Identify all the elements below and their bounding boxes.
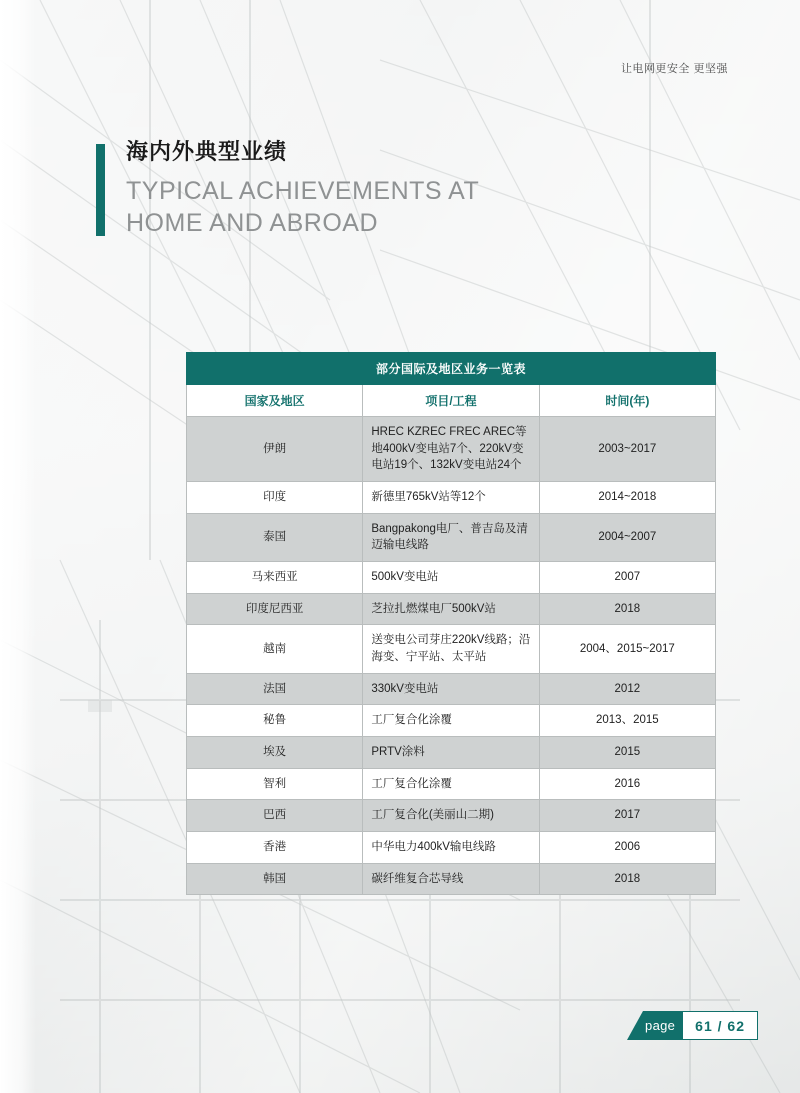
table-row [187,832,716,864]
cell-project: Bangpakong电厂、普吉岛及清迈输电线路 [363,513,539,561]
cell-project: 碳纤维复合芯导线 [363,863,539,895]
page-number: 61 / 62 [683,1011,758,1040]
table-row [187,593,716,625]
cell-country: 智利 [187,768,363,800]
page-title-en-line1: TYPICAL ACHIEVEMENTS AT [126,176,480,205]
page-label: page [643,1011,683,1040]
table-row [187,737,716,769]
cell-project: PRTV涂料 [363,737,539,769]
table-caption: 部分国际及地区业务一览表 [187,353,716,385]
cell-country: 印度尼西亚 [187,593,363,625]
cell-project: 中华电力400kV输电线路 [363,832,539,864]
cell-time: 2007 [539,562,715,594]
cell-project: 330kV变电站 [363,673,539,705]
cell-country: 韩国 [187,863,363,895]
cell-time: 2016 [539,768,715,800]
cell-country: 泰国 [187,513,363,561]
page-left-gutter [0,0,36,1093]
column-header-time: 时间(年) [539,385,715,417]
table-caption-row [187,353,716,385]
achievements-table [186,352,716,895]
badge-triangle-icon [627,1011,643,1040]
cell-project: 新德里765kV站等12个 [363,482,539,514]
cell-time: 2013、2015 [539,705,715,737]
cell-country: 印度 [187,482,363,514]
cell-time: 2015 [539,737,715,769]
table-row [187,800,716,832]
table-row [187,673,716,705]
page-title-cn: 海内外典型业绩 [126,139,288,164]
column-header-project: 项目/工程 [363,385,539,417]
table-row [187,625,716,673]
cell-country: 马来西亚 [187,562,363,594]
page-title-en [126,175,616,239]
cell-time: 2003~2017 [539,417,715,482]
table-row [187,863,716,895]
cell-project: 送变电公司芽庄220kV线路；沿海变、宁平站、太平站 [363,625,539,673]
cell-country: 埃及 [187,737,363,769]
cell-project: 芝拉扎燃煤电厂500kV站 [363,593,539,625]
table-row [187,768,716,800]
page-title [96,138,616,239]
cell-project: HREC KZREC FREC AREC等地400kV变电站7个、220kV变电站19个、132kV变电站24个 [363,417,539,482]
achievements-table-wrap [186,352,716,895]
cell-project: 500kV变电站 [363,562,539,594]
cell-time: 2017 [539,800,715,832]
table-header-row [187,385,716,417]
cell-time: 2006 [539,832,715,864]
cell-country: 伊朗 [187,417,363,482]
table-row [187,513,716,561]
title-accent-bar [96,144,105,236]
cell-time: 2018 [539,593,715,625]
cell-country: 秘鲁 [187,705,363,737]
cell-country: 巴西 [187,800,363,832]
cell-time: 2014~2018 [539,482,715,514]
table-body [187,417,716,895]
cell-time: 2018 [539,863,715,895]
cell-time: 2012 [539,673,715,705]
cell-time: 2004、2015~2017 [539,625,715,673]
cell-time: 2004~2007 [539,513,715,561]
cell-project: 工厂复合化涂覆 [363,705,539,737]
table-row [187,562,716,594]
cell-country: 法国 [187,673,363,705]
table-row [187,482,716,514]
cell-country: 越南 [187,625,363,673]
column-header-country: 国家及地区 [187,385,363,417]
table-row [187,417,716,482]
table-row [187,705,716,737]
page-tagline: 让电网更安全 更坚强 [620,63,728,75]
page-title-en-line2: HOME AND ABROAD [126,208,378,237]
cell-country: 香港 [187,832,363,864]
page-number-badge [627,1011,758,1040]
cell-project: 工厂复合化涂覆 [363,768,539,800]
cell-project: 工厂复合化(美丽山二期) [363,800,539,832]
